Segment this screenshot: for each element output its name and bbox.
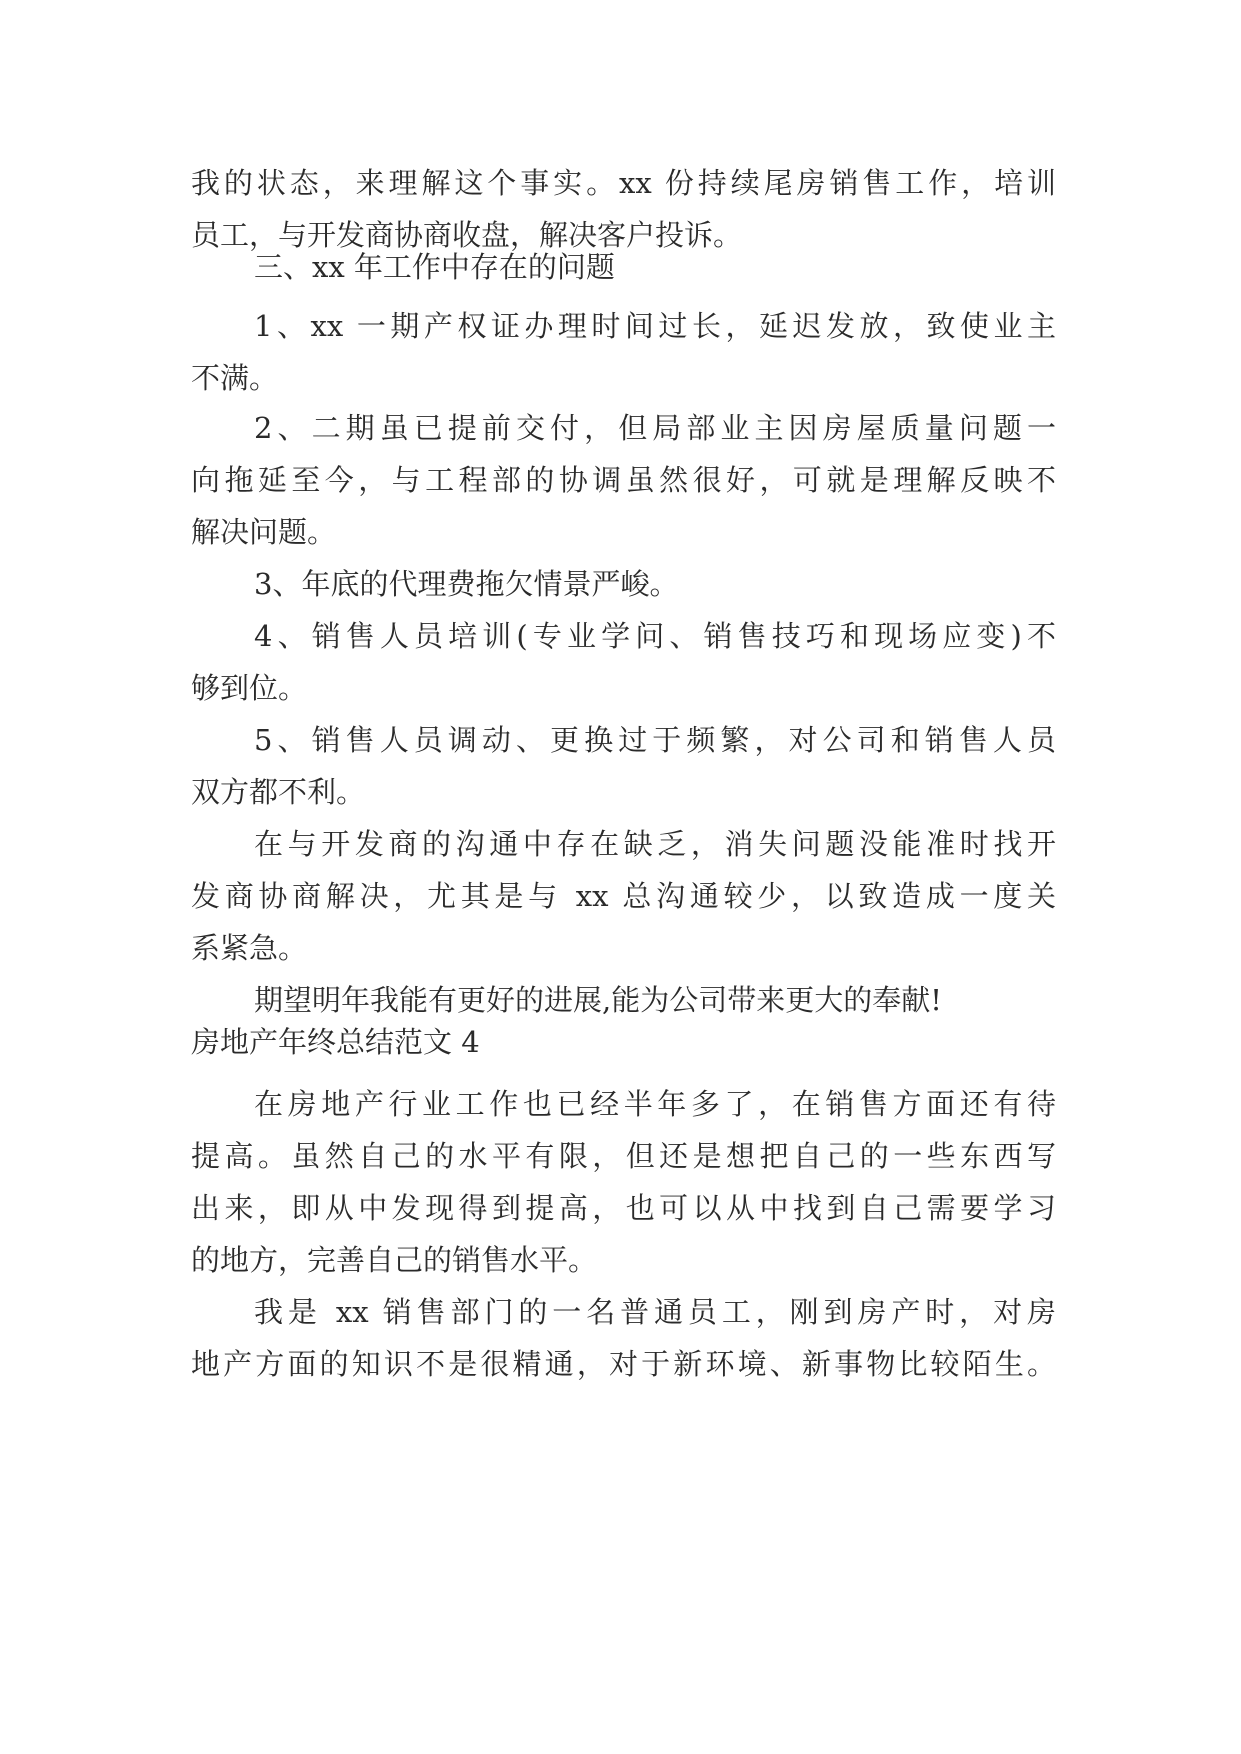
list-item-line: 5、销售人员调动、更换过于频繁，对公司和销售人员	[254, 723, 1056, 757]
section-heading: 三、xx 年工作中存在的问题	[254, 250, 615, 284]
list-item-line: 4、销售人员培训(专业学问、销售技巧和现场应变)不	[254, 619, 1056, 653]
list-item-line: 1、xx 一期产权证办理时间过长，延迟发放，致使业主	[254, 309, 1056, 343]
section-title: 房地产年终总结范文 4	[191, 1025, 480, 1059]
paragraph-line: 在与开发商的沟通中存在缺乏，消失问题没能准时找开	[254, 827, 1056, 861]
paragraph-line: 在房地产行业工作也已经半年多了，在销售方面还有待	[254, 1087, 1056, 1121]
paragraph-line: 的地方，完善自己的销售水平。	[191, 1243, 598, 1277]
paragraph-line: 提高。虽然自己的水平有限，但还是想把自己的一些东西写	[191, 1139, 1056, 1173]
paragraph-line: 地产方面的知识不是很精通，对于新环境、新事物比较陌生。	[191, 1347, 1056, 1381]
paragraph-line: 我是 xx 销售部门的一名普通员工，刚到房产时，对房	[254, 1295, 1056, 1329]
paragraph-line: 出来，即从中发现得到提高，也可以从中找到自己需要学习	[191, 1191, 1056, 1225]
list-item-line: 2、二期虽已提前交付，但局部业主因房屋质量问题一	[254, 411, 1056, 445]
paragraph-line: 系紧急。	[191, 931, 308, 965]
paragraph-line: 发商协商解决，尤其是与 xx 总沟通较少，以致造成一度关	[191, 879, 1056, 913]
list-item-line: 3、年底的代理费拖欠情景严峻。	[254, 567, 679, 601]
list-item-line: 够到位。	[191, 671, 308, 705]
paragraph-line: 我的状态，来理解这个事实。xx 份持续尾房销售工作，培训	[191, 166, 1056, 200]
list-item-line: 向拖延至今，与工程部的协调虽然很好，可就是理解反映不	[191, 463, 1056, 497]
list-item-line: 解决问题。	[191, 515, 337, 549]
paragraph-line: 员工，与开发商协商收盘，解决客户投诉。	[191, 218, 743, 252]
list-item-line: 双方都不利。	[191, 775, 366, 809]
paragraph-line: 期望明年我能有更好的进展,能为公司带来更大的奉献!	[254, 983, 942, 1017]
list-item-line: 不满。	[191, 361, 279, 395]
